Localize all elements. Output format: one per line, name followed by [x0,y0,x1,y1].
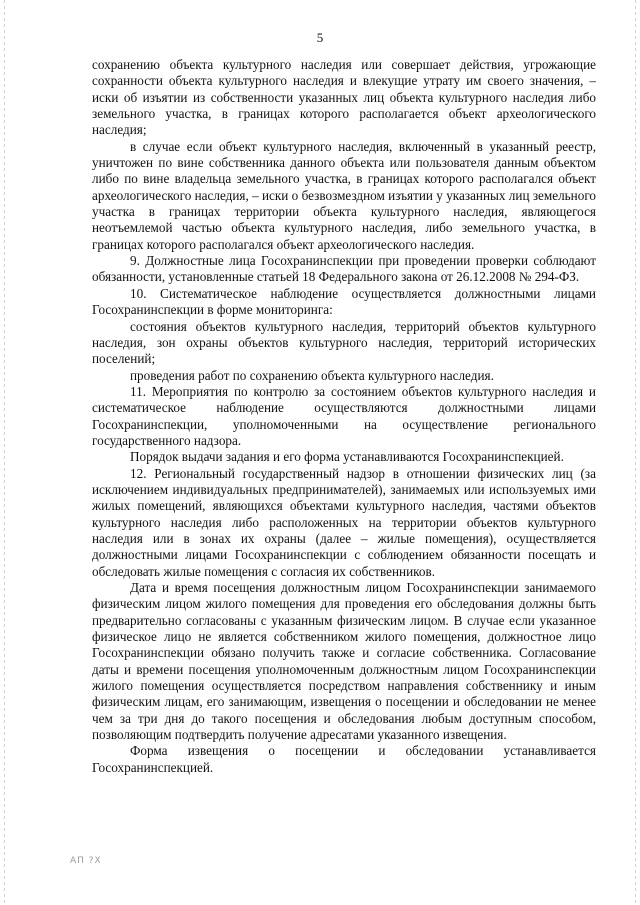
paragraph-visit-date: Дата и время посещения должностным лицом Госохранинспекции занимаемого физическим лицом жилого помещения для проведения его обследования должны быть предварительно согласованы с указанным физическим лицом. В случае если указанное физическое лицо не является собственником жилого помещения, должностное лицо Госохранинспекции обязано получить также и согласие собственника. Согласование даты и времени посещения уполномоченным должностным лицом Госохранинспекции жилого помещения осуществляется посредством направления собственнику и иным физическим лицам, его занимающим, извещения о посещении и обследовании не менее чем за три дня до такого посещения и обследования любым доступным способом, позволяющим подтвердить получение адресатами указанного извещения. [92,580,596,743]
scan-edge-right [635,0,636,905]
paragraph-item-11: 11. Мероприятия по контролю за состоянием объектов культурного наследия и систематическое наблюдение осуществляются должностными лицами Госохранинспекции, уполномоченными на осуществление регионального государственного надзора. [92,383,596,448]
page-number: 5 [316,30,324,45]
scan-edge-left [4,0,5,905]
document-body [92,57,596,776]
paragraph-notice-form: Форма извещения о посещении и обследовании устанавливается Госохранинспекцией. [92,743,596,775]
paragraph-item-10: 10. Систематическое наблюдение осуществляется должностными лицами Госохранинспекции в форме мониторинга: [92,285,596,318]
paragraph-item-9: 9. Должностные лица Госохранинспекции при проведении проверки соблюдают обязанности, установленные статьей 18 Федерального закона от 26.12.2008 № 294-ФЗ. [92,253,596,285]
paragraph-monitoring-works: проведения работ по сохранению объекта культурного наследия. [130,367,494,383]
footer-mark: АП ?Х [70,856,102,866]
paragraph-task-order: Порядок выдачи задания и его форма устанавливаются Госохранинспекцией. [130,449,564,465]
paragraph-destroyed-object: в случае если объект культурного наследия, включенный в указанный реестр, уничтожен по вине собственника данного объекта или пользователя данным объектом либо по вине владельца земельного участка, в границах которого располагался объект археологического наследия, – иски о безвозмездном изъятии у указанных лиц земельного участка в границах территории объекта культурного наследия, являющегося неотъемлемой частью объекта культурного наследия, либо земельного участка, в границах которого располагался объект археологического наследия. [92,138,596,252]
paragraph-monitoring-state: состояния объектов культурного наследия, территорий объектов культурного наследия, зон охраны объектов культурного наследия, территорий исторических поселений; [92,318,596,367]
paragraph-continuation: сохранению объекта культурного наследия или совершает действия, угрожающие сохранности объекта культурного наследия и влекущие утрату им своего значения, – иски об изъятии из собственности указанных лиц объекта культурного наследия либо земельного участка, в границах которого располагается объект археологического наследия; [92,57,596,138]
paragraph-item-12: 12. Региональный государственный надзор в отношении физических лиц (за исключением индивидуальных предпринимателей), занимаемых или используемых ими жилых помещений, являющихся объектами культурного наследия, частями объектов культурного наследия либо расположенных на территории объектов культурного наследия или в зонах их охраны (далее – жилые помещения), осуществляется должностными лицами Госохранинспекции с соблюдением обязанности посещать и обследовать жилые помещения с согласия их собственников. [92,465,596,579]
